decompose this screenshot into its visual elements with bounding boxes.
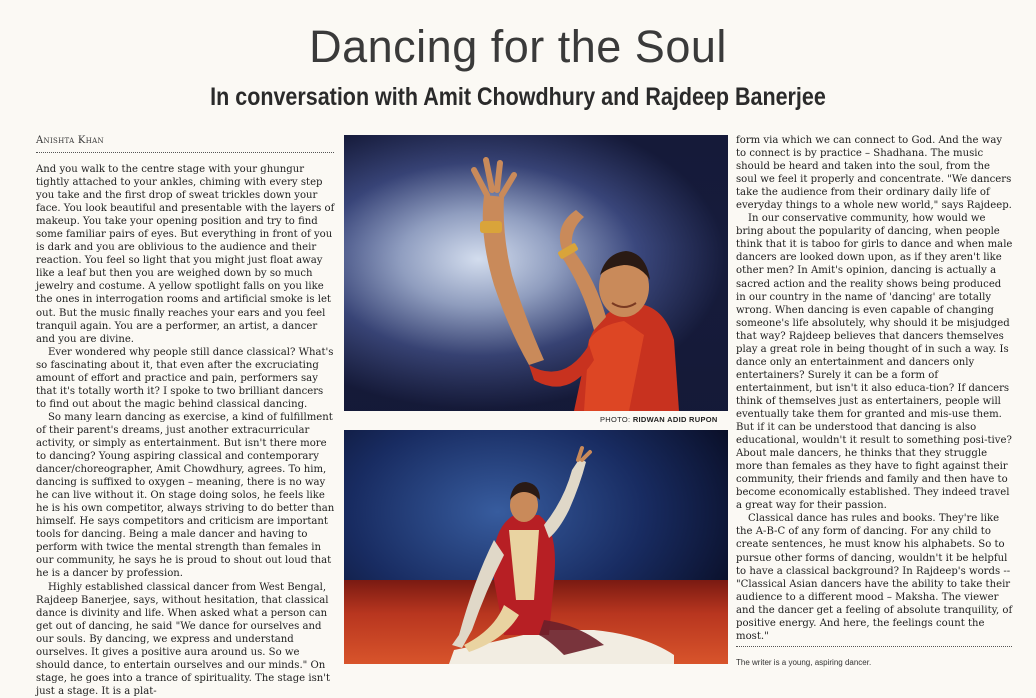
dancer-illustration-2	[344, 430, 728, 664]
article-title: Dancing for the Soul	[309, 21, 727, 72]
photo-credit	[600, 415, 730, 424]
author-byline: Anishta Khan	[36, 135, 334, 153]
bio-divider	[736, 646, 1012, 647]
paragraph: Highly established classical dancer from West Bengal, Rajdeep Banerjee, says, without hesitation, that classical dance is divinity and life. When asked what a person can get out of dancing, he said "We dance for ourselves and our souls. By dancing, we express and understand ourselves. It gives a positive aura around us. So we should dance, to entertain ourselves and our minds." On stage, he goes into a trance of spirituality. The stage isn't just a stage. It is a plat-	[36, 581, 331, 697]
article-column-3	[736, 134, 1014, 643]
paragraph: In our conservative community, how would we bring about the popularity of dancing, when people think that it is taboo for girls to dance and when male dancers are looked down upon, as if they aren't like other men? In Amit's opinion, dancing is actually a sacred action and the reality shows being produced in our country in the name of 'dancing' are totally wrong. When dancing is even capable of changing someone's life absolutely, why should it be misjudged that way? Rajdeep believes that dancers themselves play a great role in being thought of in such a way. Is dance only an entertainment and dancers only entertainers? Surely it can be a form of entertainment, but isn't it also educa-tion? If dancers think of themselves just as entertainers, people will eventually take them for granted and mis-use them. But if it can be understood that dancing is also educational, wouldn't it result to something posi-tive? About male dancers, he thinks that they struggle more than females as they have to fight against their community, their friends and family and then have to become economically established. They indeed travel a great way for their passion.	[736, 213, 1013, 512]
article-subtitle: In conversation with Amit Chowdhury and Rajdeep Banerjee	[210, 83, 826, 111]
paragraph: Classical dance has rules and books. They're like the A-B-C of any form of dancing. For any child to create sentences, he must know his alphabets. So to pursue other forms of dancing, wouldn't it be helpful to have a classical background? In Rajdeep's words -- "Classical Asian dancers have the ability to take their audience to a different mood – Maksha. The viewer and the dancer get a feeling of absolute tranquility, of positive energy. And here, the feelings count the most."	[736, 513, 1013, 642]
photo-credit-name: RIDWAN ADID RUPON	[632, 415, 718, 424]
dancer-illustration-1	[344, 135, 728, 411]
author-bio: The writer is a young, aspiring dancer.	[736, 658, 872, 667]
paragraph: And you walk to the centre stage with your ghungur tightly attached to your ankles, chiming with every step you take and the first drop of sweat trickles down your face. You look beautiful and presentable with the layers of makeup. You take your opening position and try to find some familiar pairs of eyes. But everything in front of you is dark and you are oblivious to the audience and their reaction. You feel so light that you might just float away like a leaf but then you are weighed down by so much jewelry and costume. A yellow spotlight falls on you like the ones in interrogation rooms and artificial smoke is let out. But the music finally reaches your ears and you feel tranquil again. You are a performer, an artist, a dancer and you are divine.	[36, 164, 335, 345]
article-column-1	[36, 163, 336, 698]
photo-dancer-on-stage	[344, 430, 728, 664]
paragraph: Ever wondered why people still dance classical? What's so fascinating about it, that even after the excruciating amount of effort and practice and pain, performers say that it's totally worth it? I spoke to two brilliant dancers to find out about the magic behind classical dancing.	[36, 346, 334, 410]
photo-credit-label: PHOTO:	[600, 415, 631, 424]
photo-dancer-red-costume	[344, 135, 728, 411]
paragraph: So many learn dancing as exercise, a kind of fulfillment of their parent's dreams, just another extracurricular activity, or simply as entertainment. But isn't there more to dancing? Young aspiring classical and contemporary dancer/choreographer, Amit Chowdhury, agrees. To him, dancing is suffixed to oxygen – meaning, there is no way he can live without it. On stage doing solos, he feels like he is his own competitor, always striving to do better than himself. He says competitors and criticism are important tools for dancing. Being a male dancer and having to perform with twice the mental strength than females in our community, he says he is proud to shout out loud that he is a dancer by profession.	[36, 411, 335, 580]
paragraph: form via which we can connect to God. And the way to connect is by practice – Shadhana. The music should be heard and taken into the soul, from the soul we feel it properly and concentrate. "We dancers take the audience from their ordinary daily life of everyday things to a whole new world," says Rajdeep.	[736, 135, 1012, 212]
